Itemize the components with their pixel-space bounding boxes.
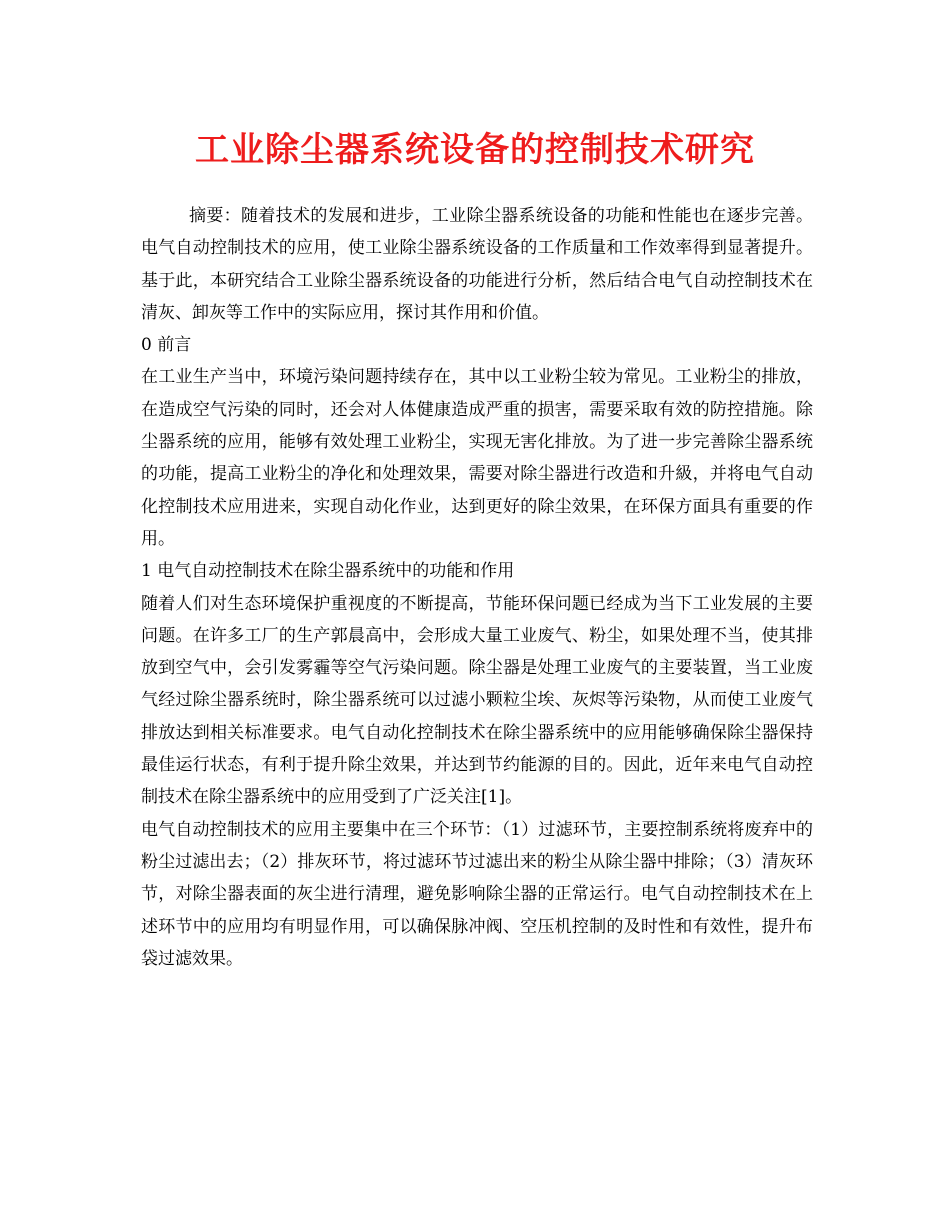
body-paragraph: 电气自动控制技术的应用主要集中在三个环节：（1）过滤环节，主要控制系统将废弃中的粉尘过滤出去；（2）排灰环节，将过滤环节过滤出来的粉尘从除尘器中排除；（3）清灰环节，对除尘器表面的灰尘进行清理，避免影响除尘器的正常运行。电气自动控制技术在上述环节中的应用均有明显作用，可以确保脉冲阀、空压机控制的及时性和有效性，提升布袋过滤效果。 (141, 819, 813, 969)
document-title: 工业除尘器系统设备的控制技术研究 (195, 130, 755, 170)
section-heading-1: 1 电气自动控制技术在除尘器系统中的功能和作用 (141, 561, 515, 582)
body-paragraph: 在工业生产当中，环境污染问题持续存在，其中以工业粉尘较为常见。工业粉尘的排放，在造成空气污染的同时，还会对人体健康造成严重的损害，需要采取有效的防控措施。除尘器系统的应用，能够有效处理工业粉尘，实现无害化排放。为了进一步完善除尘器系统的功能，提高工业粉尘的净化和处理效果，需要对除尘器进行改造和升級，并将电气自动化控制技术应用进来，实现自动化作业，达到更好的除尘效果，在环保方面具有重要的作用。 (141, 367, 813, 549)
abstract-paragraph: 摘要：随着技术的发展和进步，工业除尘器系统设备的功能和性能也在逐步完善。电气自动控制技术的应用，使工业除尘器系统设备的工作质量和工作效率得到显著提升。基于此，本研究结合工业除尘器系统设备的功能进行分析，然后结合电气自动控制技术在清灰、卸灰等工作中的实际应用，探讨其作用和价值。 (141, 206, 813, 323)
body-paragraph: 随着人们对生态环境保护重视度的不断提高，节能环保问题已经成为当下工业发展的主要问题。在许多工厂的生产郭晨高中，会形成大量工业废气、粉尘，如果处理不当，使其排放到空气中，会引发雾霾等空气污染问题。除尘器是处理工业废气的主要装置，当工业废气经过除尘器系统时，除尘器系统可以过滤小颗粒尘埃、灰烬等污染物，从而使工业废气排放达到相关标准要求。电气自动化控制技术在除尘器系统中的应用能够确保除尘器保持最佳运行状态，有利于提升除尘效果，并达到节约能源的目的。因此，近年来电气自动控制技术在除尘器系统中的应用受到了广泛关注[1]。 (141, 593, 813, 808)
document-body (141, 200, 813, 975)
section-heading-0: 0 前言 (141, 335, 192, 356)
